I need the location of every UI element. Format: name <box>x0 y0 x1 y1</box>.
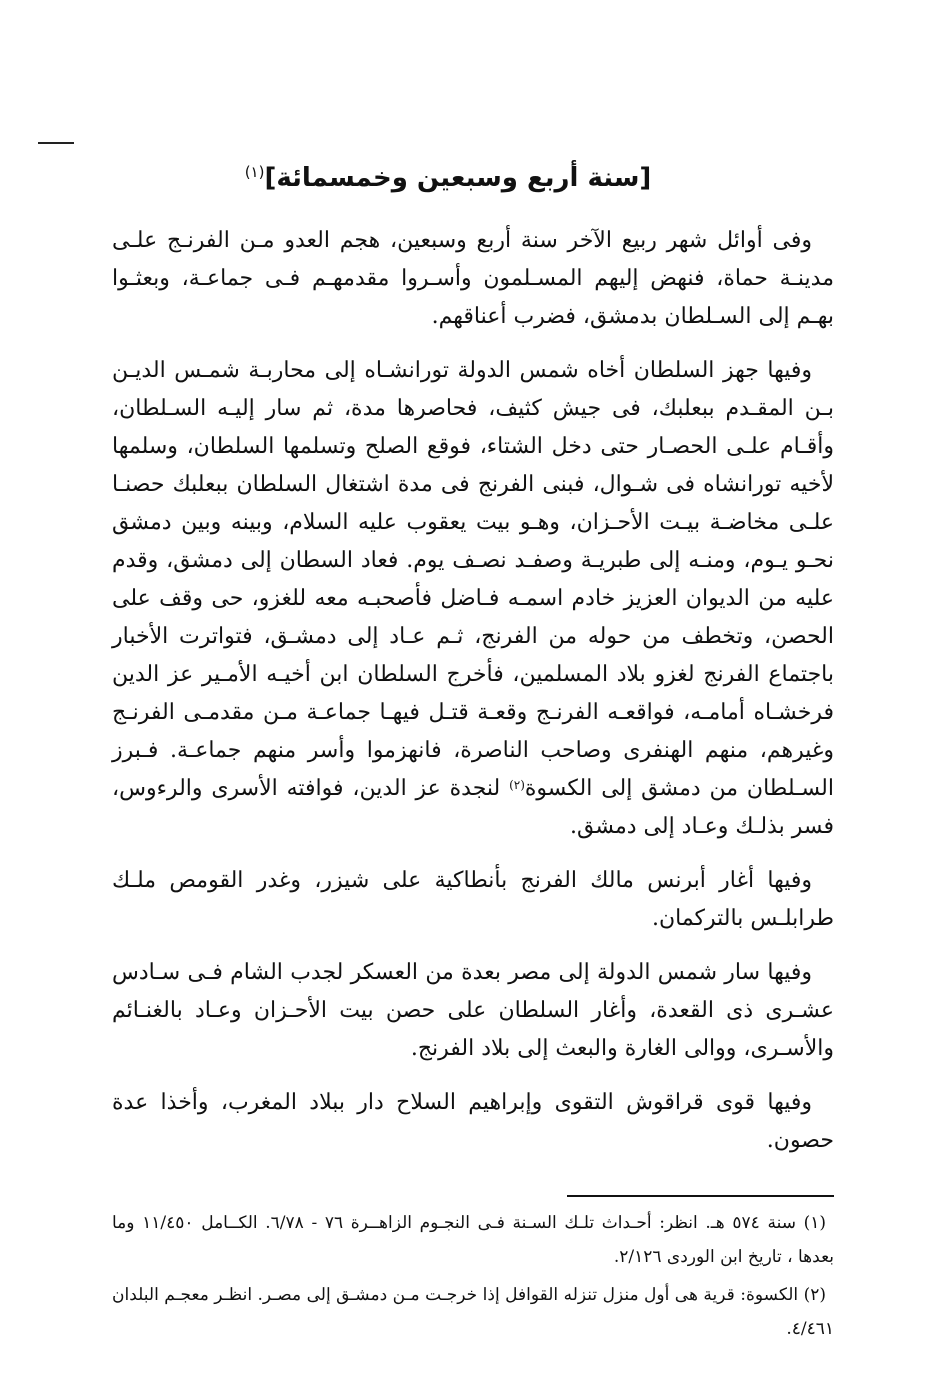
paragraph-2 <box>112 352 834 846</box>
paragraph-2-footnote-marker[interactable]: (٢) <box>509 778 525 792</box>
footnote-1: (١) سنة ٥٧٤ هـ. انظر: أحـداث تلـك السـنة فـى النجـوم الزاهــرة ٧٦ - ٦/٧٨. الكــامل ١١/٤٥٠ وما بعدها ، تاريخ ابن الوردى ٢/١٢٦. <box>112 1213 834 1267</box>
heading-title: [سنة أربع وسبعين وخمسمائة] <box>264 163 652 193</box>
main-text <box>112 222 834 1176</box>
paragraph-1: وفى أوائل شهر ربيع الآخر سنة أربع وسبعين، هجم العدو مـن الفرنـج علـى مدينـة حماة، فنهض إليهم المسـلمون وأسـروا مقدمهـم فـى جماعـة، وبعثـوا بهـم إلى السـلطان بدمشق، فضرب أعناقهم. <box>112 228 834 329</box>
paragraph-2-tail: لنجدة عز الدين، فوافته الأسرى والرءوس، فسر بذلـك وعـاد إلى دمشق. <box>112 776 834 839</box>
footnote-2: (٢) الكسوة: قرية هى أول منزل تنزله القوافل إذا خرجـت مـن دمشـق إلى مصـر. انظـر معجـم البلدان ٤/٤٦١. <box>112 1285 834 1339</box>
section-heading <box>110 158 786 198</box>
margin-mark <box>38 142 74 144</box>
paragraph-5: وفيها قوى قراقوش التقوى وإبراهيم السلاح دار ببلاد المغرب، وأخذا عدة حصون. <box>112 1090 834 1153</box>
paragraph-4: وفيها سار شمس الدولة إلى مصر بعدة من العسكر لجدب الشام فـى سـادس عشـرى ذى القعدة، وأغار السلطان على حصن بيت الأحـزان وعـاد بالغنـائم والأسـرى، ووالى الغارة والبعث إلى بلاد الفرنج. <box>112 960 834 1061</box>
heading-footnote-marker[interactable]: (١) <box>244 163 265 181</box>
footnote-separator <box>567 1195 834 1197</box>
paragraph-2-body: وفيها جهز السلطان أخاه شمس الدولة تورانشـاه إلى محاربـة شمـس الديـن بـن المقـدم ببعلبك، فى جيش كثيف، فحاصرها مدة، ثم سار إليـه السـلطان، وأقـام علـى الحصـار حتى دخل الشتاء، فوقع الصلح وتسلمها السلطان، وسلمها لأخيه تورانشاه فى شـوال، فبنى الفرنج فى مدة اشتغال السلطان ببعلبك حصنـا علـى مخاضـة بيـت الأحـزان، وهـو بيت يعقوب عليه السلام، وبينه وبين دمشق نحـو يـوم، ومنـه إلى طبريـة وصفـد نصـف يوم. فعاد السطان إلى دمشق، وقدم عليه من الديوان العزيز خادم اسمـه فـاضل فأصحبـه معه للغزو، حى وقف على الحصن، وتخطف من حوله من الفرنج، ثـم عـاد إلى دمشـق، فتواترت الأخبار باجتماع الفرنج لغزو بلاد المسلمين، فأخرج السلطان ابن أخيـه الأمـير عز الدين فرخشـاه أمامـه، فواقعـه الفرنـج وقعـة قتـل فيهـا جماعـة مـن مقدمـى الفرنـج وغيرهم، منهم الهنفرى وصاحب الناصرة، فانهزموا وأسر منهم جماعـة. فـبرز السـلطان من دمشق إلى الكسوة <box>112 358 834 801</box>
footnotes <box>112 1206 834 1350</box>
paragraph-3: وفيها أغار أبرنس مالك الفرنج بأنطاكية على شيزر، وغدر القومص ملـك طرابلـس بالتركمان. <box>112 868 834 931</box>
